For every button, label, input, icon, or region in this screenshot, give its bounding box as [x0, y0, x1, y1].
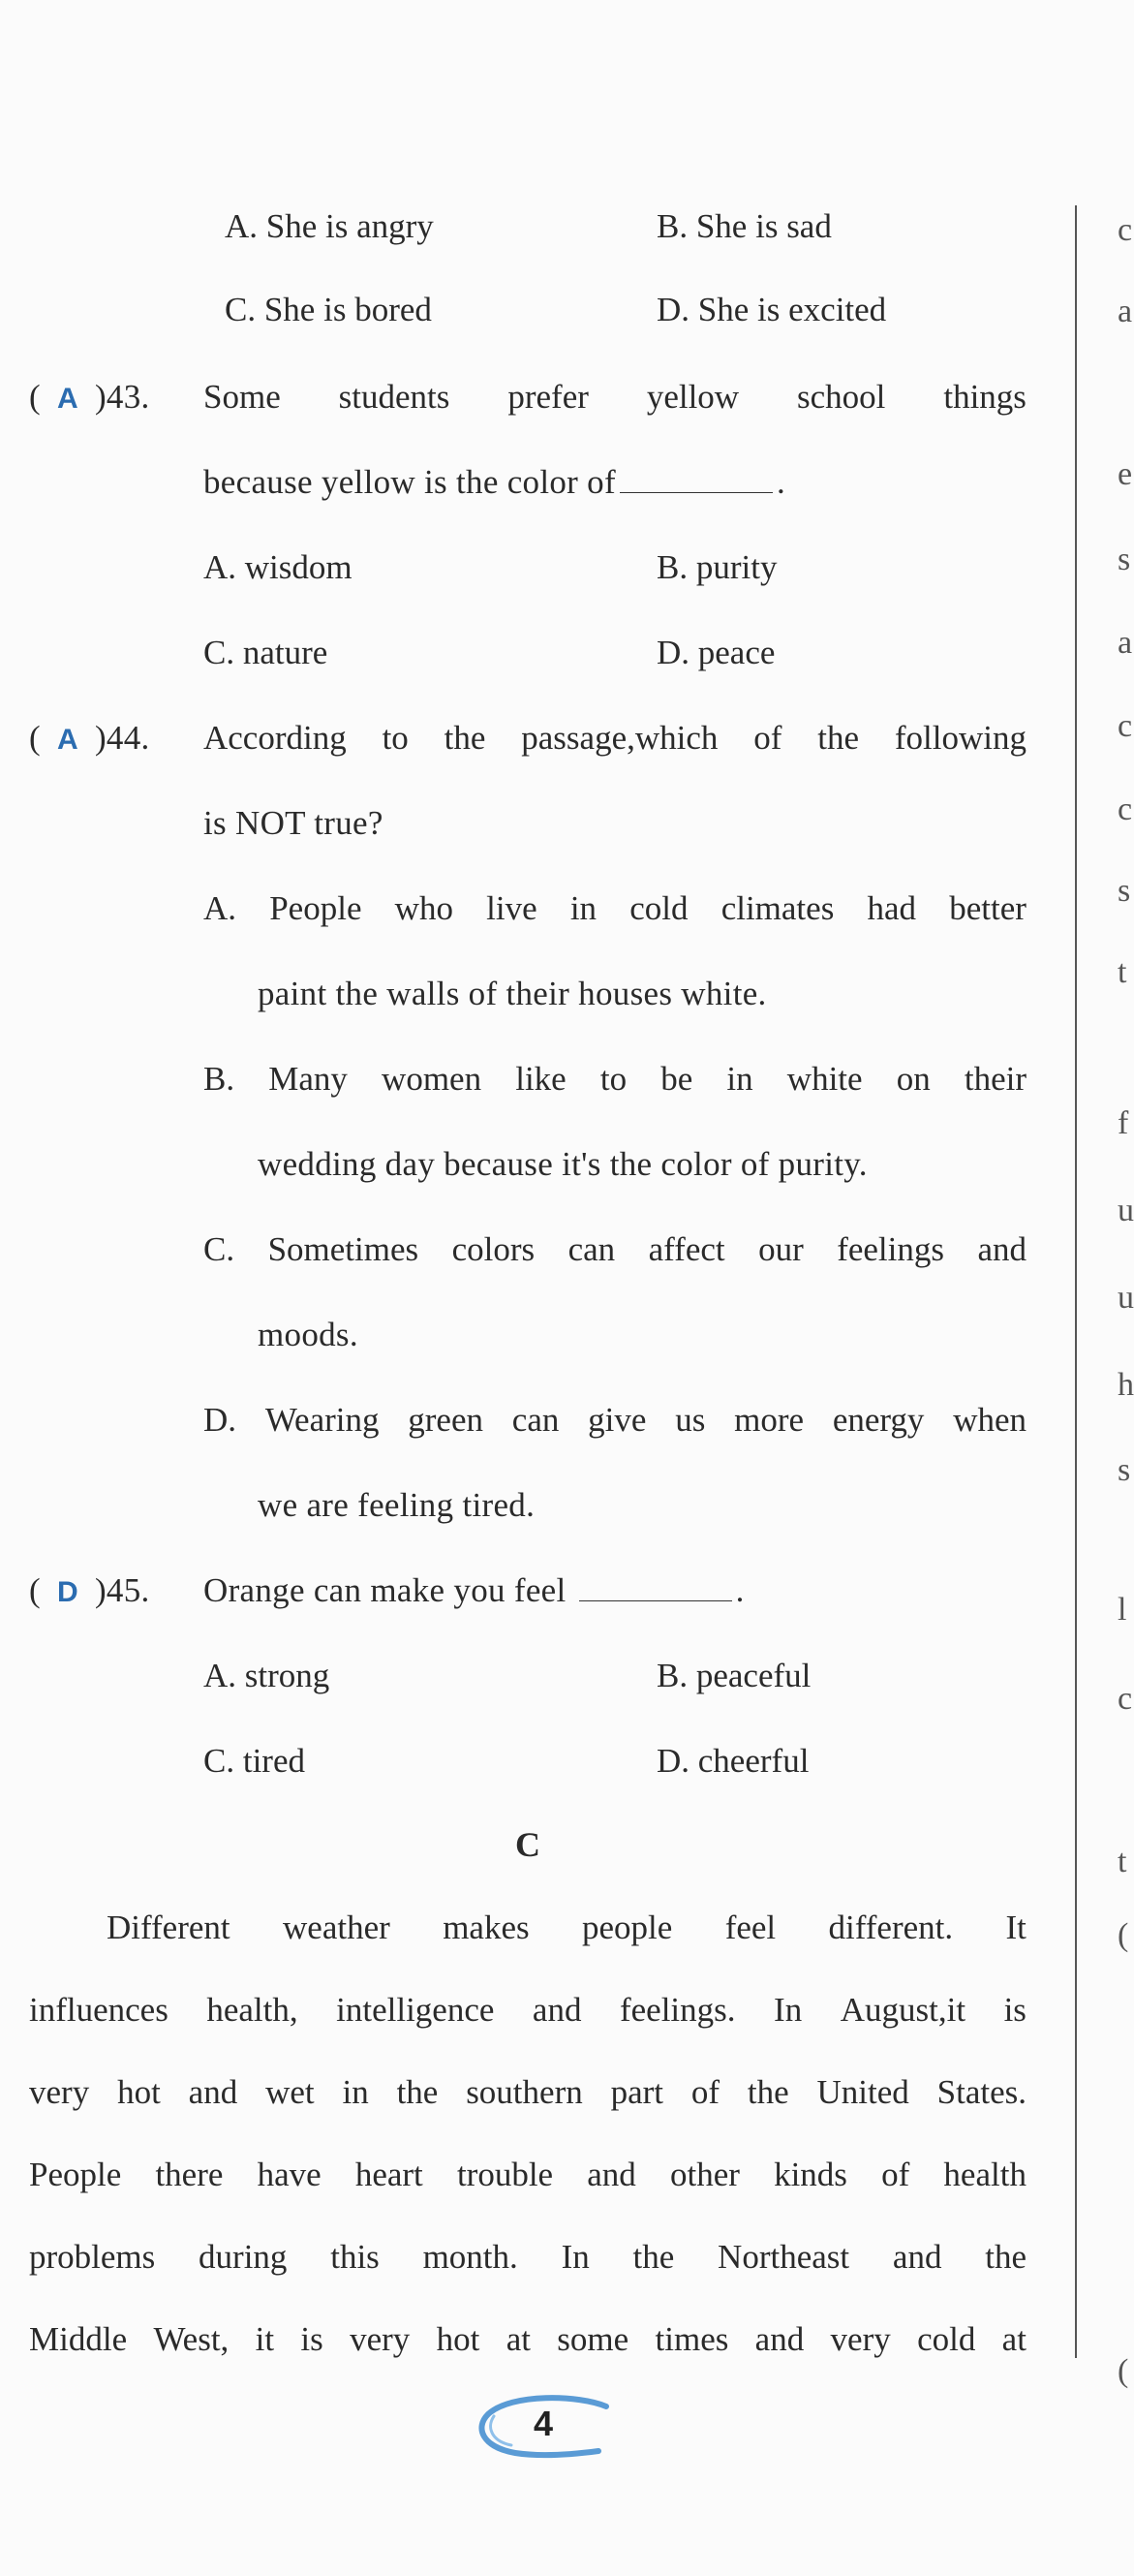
passage-line2: influences health, intelligence and feelings. In August,it is — [29, 1991, 1027, 2029]
edge-letter: c — [1118, 791, 1133, 827]
q45-blank — [579, 1571, 732, 1601]
edge-letter: s — [1118, 1452, 1131, 1488]
section-title: C — [515, 1825, 540, 1864]
edge-letter: s — [1118, 542, 1131, 577]
edge-letter: a — [1118, 625, 1133, 661]
q44-option-b-line1: B. Many women like to be in white on their — [203, 1060, 1027, 1098]
q43-option-a: A. wisdom — [203, 548, 352, 586]
edge-letter: ( — [1118, 1917, 1129, 1953]
edge-letter: h — [1118, 1367, 1134, 1403]
q44-answer-bracket: ( A )44. — [29, 717, 150, 761]
q45-answer: D — [56, 1576, 78, 1608]
q43-option-c: C. nature — [203, 634, 328, 671]
edge-letter: u — [1118, 1193, 1134, 1228]
q42-option-b: B. She is sad — [657, 207, 832, 245]
q44-number: )44. — [94, 719, 150, 757]
q44-option-a-line2: paint the walls of their houses white. — [258, 975, 767, 1012]
q43-option-d: D. peace — [657, 634, 776, 671]
edge-letter: t — [1118, 1844, 1127, 1879]
q45-option-d: D. cheerful — [657, 1742, 810, 1780]
q45-option-c: C. tired — [203, 1742, 305, 1780]
q45-option-a: A. strong — [203, 1657, 330, 1694]
q43-stem-line1: Some students prefer yellow school things — [203, 378, 1027, 416]
q43-option-b: B. purity — [657, 548, 778, 586]
q43-stem-line2: because yellow is the color of . — [203, 463, 786, 501]
q44-option-d-line2: we are feeling tired. — [258, 1486, 536, 1524]
page-number: 4 — [533, 2404, 554, 2443]
q44-stem-line2: is NOT true? — [203, 804, 383, 842]
passage-line6: Middle West, it is very hot at some times and very cold at — [29, 2320, 1027, 2358]
q44-option-c-line2: moods. — [258, 1316, 358, 1353]
q44-option-b-line2: wedding day because it's the color of purity. — [258, 1145, 868, 1183]
q45-answer-bracket: ( D )45. — [29, 1569, 150, 1614]
q45-stem: Orange can make you feel . — [203, 1571, 745, 1609]
q44-option-a-line1: A. People who live in cold climates had better — [203, 889, 1027, 927]
edge-letter: c — [1118, 212, 1133, 248]
edge-letter: c — [1118, 1681, 1133, 1717]
q43-number: )43. — [94, 378, 150, 416]
edge-letter: a — [1118, 294, 1133, 329]
edge-letter: t — [1118, 954, 1127, 990]
passage-line1: Different weather makes people feel different. It — [107, 1909, 1027, 1946]
edge-letter: f — [1118, 1105, 1129, 1141]
q42-option-c: C. She is bored — [225, 291, 432, 328]
edge-letter: e — [1118, 456, 1133, 492]
edge-letter: c — [1118, 708, 1133, 744]
passage-line4: People there have heart trouble and other kinds of health — [29, 2156, 1027, 2193]
passage-line5: problems during this month. In the Northeast and the — [29, 2238, 1027, 2276]
edge-letter: s — [1118, 873, 1131, 909]
q44-option-c-line1: C. Sometimes colors can affect our feelings and — [203, 1230, 1027, 1268]
q43-answer: A — [56, 383, 78, 415]
q43-blank — [620, 463, 773, 493]
passage-line3: very hot and wet in the southern part of the United States. — [29, 2073, 1027, 2111]
q44-stem-line1: According to the passage,which of the following — [203, 719, 1027, 757]
edge-letter: l — [1118, 1592, 1127, 1628]
paren-open: ( — [29, 378, 41, 416]
q42-option-d: D. She is excited — [657, 291, 887, 328]
q45-number: )45. — [94, 1571, 150, 1609]
q44-answer: A — [56, 724, 78, 756]
edge-letter: ( — [1118, 2353, 1129, 2389]
column-divider — [1075, 205, 1077, 2358]
q43-answer-bracket — [29, 376, 150, 420]
page-number-badge — [473, 2391, 614, 2459]
q42-option-a: A. She is angry — [225, 207, 434, 245]
edge-letter: u — [1118, 1280, 1134, 1316]
q45-option-b: B. peaceful — [657, 1657, 812, 1694]
q44-option-d-line1: D. Wearing green can give us more energy when — [203, 1401, 1027, 1439]
